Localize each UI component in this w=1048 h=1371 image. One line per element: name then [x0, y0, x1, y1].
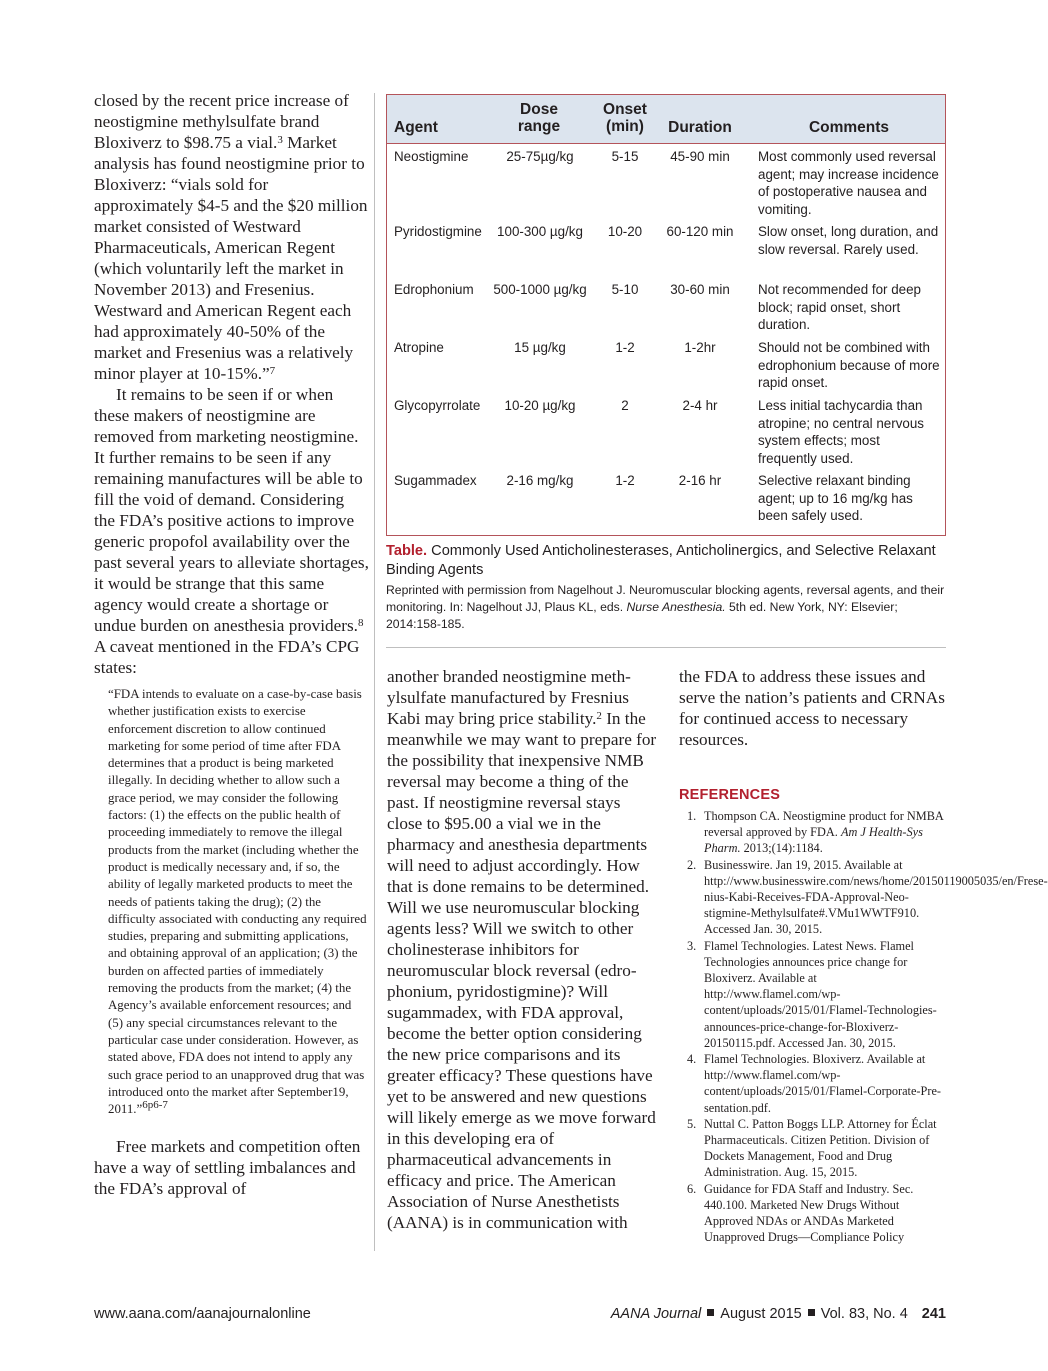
- cell-agent: Edrophonium: [394, 282, 474, 297]
- caption-credit: Reprinted with permission from Nagelhout J. Neuromuscular blocking agents, reversal agents, and their monitoring. In: Nagelhout JJ, Plaus KL, eds. Nurse Anesthesia. 5th ed. New York, NY: Elsevier; 2014:158-185.: [386, 583, 945, 631]
- cell-comments: Slow onset, long duration, and slow reversal. Rarely used.: [758, 224, 939, 257]
- cell-comments: Less initial tachycardia than atropine; no central nervous system effects; most frequently used.: [758, 398, 924, 466]
- cell-agent: Sugammadex: [394, 473, 477, 488]
- left-column: [94, 90, 369, 1199]
- bullet-square: [808, 1309, 815, 1316]
- body-paragraph: another branded neostigmine methylsulfate manufactured by Fresnius Kabi may bring price stability.$^2$ In the meanwhile we may want to prepare for the possibility that inexpensive NMB reversal may become a thing of the past. If neostigmine reversal stays close to $95.00 a vial we in the pharmacy and anesthesia departments will need to adjust accordingly. How that is done remains to be determined. Will we use neuromuscular blocking agents less? Will we switch to other cholinesterase inhibitors for neuromuscular block reversal (edrophonium, pyridostigmine)? Will sugammadex, with FDA approval, become the better option considering the new price comparisons and its greater efficacy? These questions have yet to be answered and new questions will likely emerge as we move forward in this developing era of pharmaceutical advancements in efficacy and price. The American Association of Nurse Anesthetists (AANA) is in communication with: [387, 667, 657, 1232]
- cell-comments: Most commonly used reversal agent; may increase incidence of postoperative nausea and vomiting.: [758, 149, 939, 217]
- footer-url: www.aana.com/aanajournalonline: [94, 1306, 311, 1322]
- page-number: 241: [921, 1306, 946, 1322]
- cell-onset: 1-2: [615, 473, 635, 488]
- table-caption: [386, 542, 948, 633]
- cell-dose: 2-16 mg/kg: [506, 473, 574, 488]
- cell-duration: 60-120 min: [666, 224, 734, 239]
- cell-dose: 500-1000 µg/kg: [493, 282, 587, 297]
- body-paragraph: It remains to be seen if or when these makers of neostigmine are removed from marketing neostigmine. It further remains to be seen if any remaining manufactures will be able to fill the void of demand. Considering the FDA’s positive actions to improve generic propofol availability over the past several years to alleviate shortages, it would be strange that this same agency would create a shortage or undue burden on anesthesia providers.$^8$ A caveat mentioned in the FDA’s CPG states:: [94, 385, 369, 677]
- reference-item: 1. Thompson CA. Neostigmine product for NMBA reversal approved by FDA. Am J Health-Sys Pharm. 2013;(14):1184.: [687, 809, 944, 856]
- cell-onset: 1-2: [615, 340, 635, 355]
- cell-agent: Atropine: [394, 340, 444, 355]
- issue-date: August 2015: [720, 1306, 802, 1322]
- body-paragraph: Free markets and competition often have a way of settling imbalances and the FDA’s approval of: [94, 1137, 361, 1199]
- body-paragraph: closed by the recent price increase of neostigmine methylsulfate brand Bloxiverz to $98.75 a vial.$^3$ Market analysis has found neostigmine prior to Bloxiverz: “vials sold for approximately $4-5 and the $20 million market consisted of Westward Pharmaceuticals, American Regent (which voluntarily left the market in November 2013) and Fresenius. Westward and American Regent each had approximately 40-50% of the market and Fresenius was a relatively minor player at 10-15%.”$^7$: [94, 91, 368, 383]
- cell-duration: 45-90 min: [670, 149, 730, 164]
- cell-duration: 2-16 hr: [678, 473, 722, 488]
- middle-column: [387, 666, 659, 1233]
- header-onset: Onset (min): [603, 101, 647, 135]
- header-dose: Dose range: [517, 101, 561, 135]
- reference-item: 2. Businesswire. Jan 19, 2015. Available at http://www.businesswire.com/news/home/20150119005035/en/Fresenius-Kabi-Receives-FDA-Approval-Neostigmine-Methylsulfate#.VMu1WWTF910. Accessed Jan. 30, 2015.: [687, 857, 1048, 937]
- citation-ref: 2: [596, 710, 602, 722]
- citation-ref: 6p6-7: [142, 1099, 168, 1112]
- cell-dose: 25-75µg/kg: [506, 149, 574, 164]
- bullet-square: [707, 1309, 714, 1316]
- cell-dose: 10-20 µg/kg: [504, 398, 576, 413]
- cell-onset: 5-15: [611, 149, 639, 164]
- body-paragraph: the FDA to address these issues and serve the nation’s patients and CRNAs for continued access to necessary resources.: [679, 667, 945, 749]
- cell-duration: 2-4 hr: [682, 398, 718, 413]
- reference-item: 5. Nuttal C. Patton Boggs LLP. Attorney for Éclat Pharmaceuticals. Citizen Petition. Division of Dockets Management, Food and Drug Administration. Aug. 15, 2015.: [687, 1116, 937, 1180]
- citation-ref: 7: [269, 365, 276, 377]
- column-divider: [374, 93, 375, 1251]
- cell-comments: Not recommended for deep block; rapid onset, short duration.: [758, 282, 922, 333]
- cell-duration: 1-2hr: [684, 340, 716, 355]
- header-agent: Agent: [394, 119, 438, 136]
- cell-dose: 100-300 µg/kg: [497, 224, 583, 239]
- section-divider: [386, 647, 946, 648]
- caption-title: Table. Commonly Used Anticholinesterases, Anticholinergics, and Selective Relaxant Binding Agents: [386, 543, 936, 578]
- citation-ref: 8: [357, 617, 364, 629]
- cell-agent: Glycopyrrolate: [394, 398, 481, 413]
- drug-table: [386, 94, 946, 536]
- volume-number: Vol. 83, No. 4: [820, 1306, 908, 1322]
- journal-name: AANA Journal: [610, 1306, 702, 1322]
- cell-dose: 15 µg/kg: [514, 340, 566, 355]
- cell-comments: Selective relaxant binding agent; up to 16 mg/kg has been safely used.: [758, 473, 913, 524]
- cell-comments: Should not be combined with edrophonium because of more rapid onset.: [758, 340, 940, 391]
- references-heading: REFERENCES: [679, 787, 781, 803]
- reference-item: 4. Flamel Technologies. Bloxiverz. Available at http://www.flamel.com/wp-content/uploads/2015/01/Flamel-Corporate-Presentation.pdf.: [687, 1052, 942, 1115]
- cell-agent: Neostigmine: [394, 149, 469, 164]
- cell-onset: 2: [621, 398, 629, 413]
- footer-journal-info: [611, 1306, 946, 1322]
- header-comments: Comments: [808, 119, 890, 136]
- cell-onset: 10-20: [607, 224, 643, 239]
- block-quote: “FDA intends to evaluate on a case-by-case basis whether justification exists to exercise enforcement discretion to allow continued marketing for some period of time after FDA determines that a product is being marketed illegally. In deciding whether to allow such a grace period, we may consider the following factors: (1) the effects on the public health of proceeding immediately to remove the illegal products from the market (including whether the product is medically necessary and, if so, the ability of legally marketed products to meet the needs of patients taking the drug); (2) the difficulty associated with conducting any required studies, preparing and submitting applications, and obtaining approval of an application; (3) the burden on affected parties of immediately removing the products from the market; (4) the Agency’s available enforcement resources; and (5) any special circumstances relevant to the particular case under consideration. However, as stated above, FDA does not intend to apply any such grace period to an unapproved drug that was introduced onto the market after September19, 2011.”$^{6p6-7}$: [108, 687, 367, 1117]
- header-duration: Duration: [668, 119, 732, 136]
- reference-item: 6. Guidance for FDA Staff and Industry. Sec. 440.100. Marketed New Drugs Without Approved NDAs or ANDAs Marketed Unapproved Drugs—Compliance Policy: [687, 1181, 914, 1245]
- cell-duration: 30-60 min: [670, 282, 730, 297]
- references-list: [679, 808, 1048, 1245]
- reference-item: 3. Flamel Technologies. Latest News. Flamel Technologies announces price change for Bloxiverz. Available at http://www.flamel.com/wp-content/uploads/2015/01/Flamel-Technologies-announces-price-change-for-Bloxiverz-20150115.pdf. Accessed Jan. 30, 2015.: [687, 938, 937, 1050]
- cell-onset: 5-10: [611, 282, 639, 297]
- cell-agent: Pyridostigmine: [394, 224, 482, 239]
- right-column: [679, 666, 1048, 1245]
- table-header: [387, 95, 945, 144]
- citation-ref: 3: [277, 134, 283, 146]
